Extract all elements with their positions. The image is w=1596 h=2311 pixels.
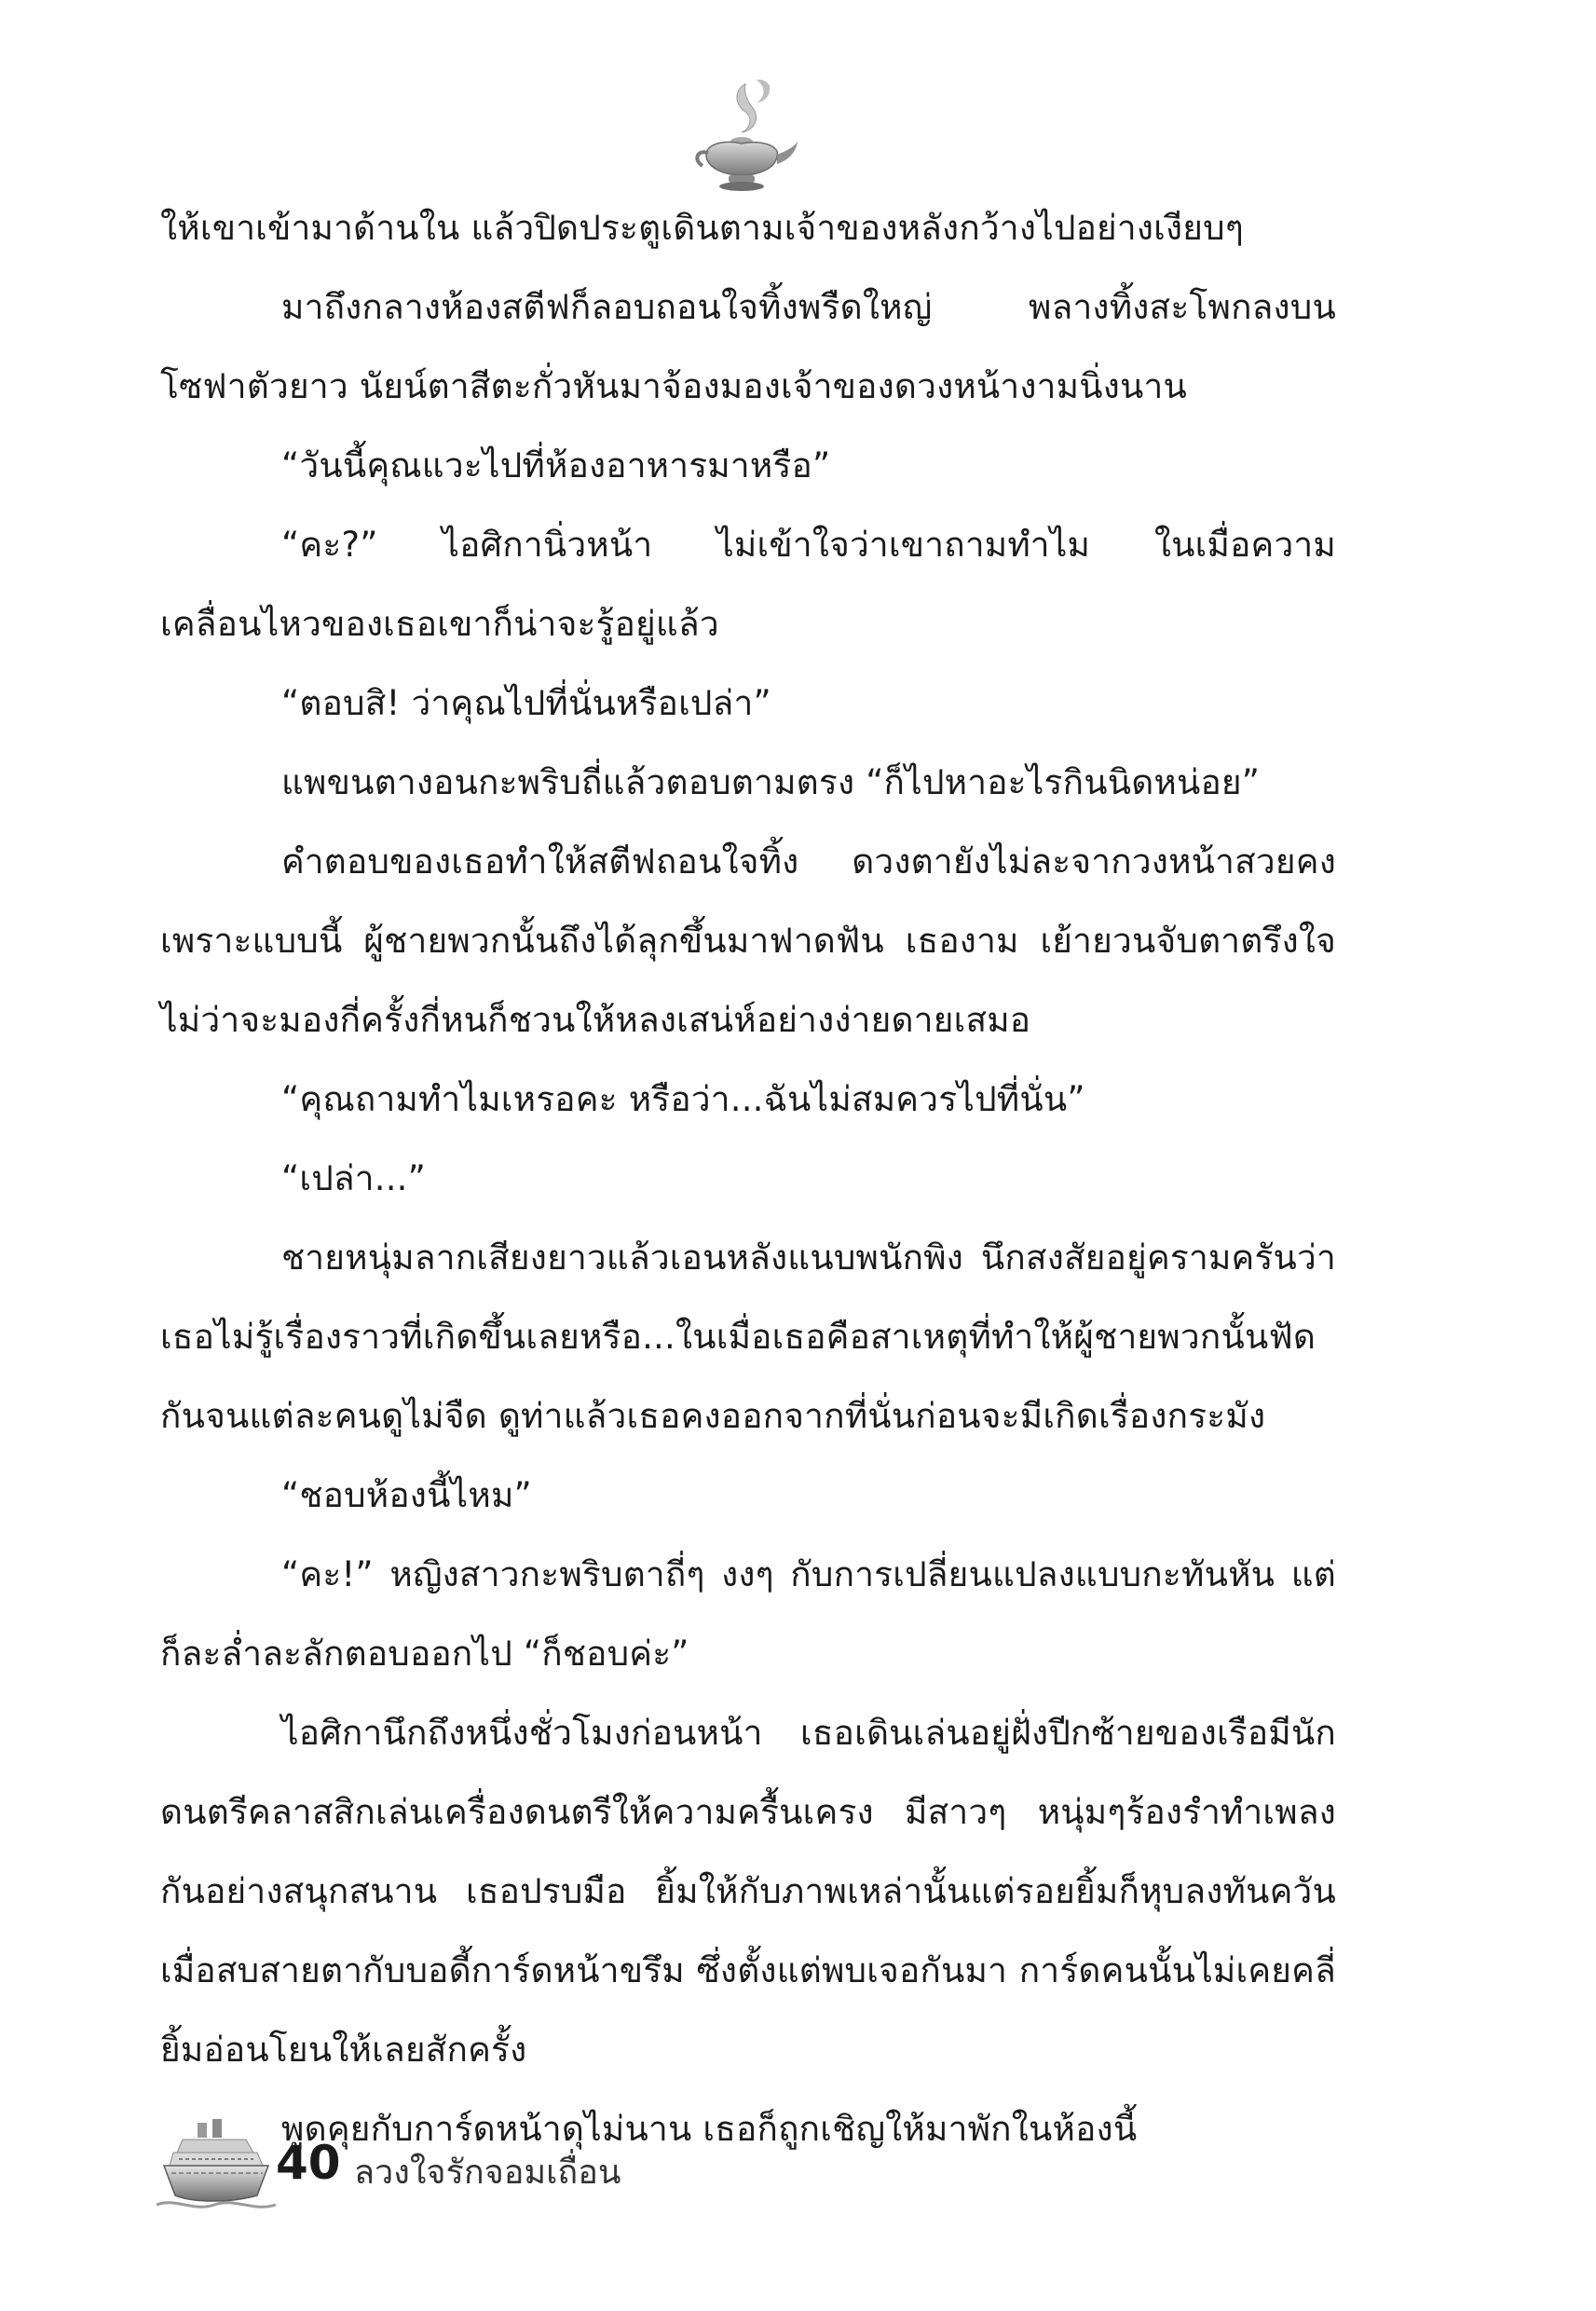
paragraph: ให้เขาเข้ามาด้านใน แล้วปิดประตูเดินตามเจ้าของหลังกว้างไปอย่างเงียบๆ: [160, 208, 1244, 248]
paragraph: “เปล่า...”: [281, 1158, 427, 1198]
genie-lamp-icon: [688, 75, 799, 196]
paragraph: ชายหนุ่มลากเสียงยาวแล้วเอนหลังแนบพนักพิง นึกสงสัยอยู่ครามครันว่าเธอไม่รู้เรื่องราวที่เกิดขึ้นเลยหรือ...ในเมื่อเธอคือสาเหตุที่ทำให้ผู้ชายพวกนั้นฟัดกันจนแต่ละคนดูไม่จืด ดูท่าแล้วเธอคงออกจากที่นั่นก่อนจะมีเกิดเรื่องกระมัง: [160, 1238, 1336, 1436]
page-footer: [157, 2108, 902, 2229]
paragraph: คำตอบของเธอทำให้สตีฟถอนใจทิ้ง ดวงตายังไม่ละจากวงหน้าสวยคงเพราะแบบนี้ ผู้ชายพวกนั้นถึงได้ลุกขึ้นมาฟาดฟัน เธองาม เย้ายวนจับตาตรึงใจ ไม่ว่าจะมองกี่ครั้งกี่หนก็ชวนให้หลงเสน่ห์อย่างง่ายดายเสมอ: [160, 841, 1336, 1040]
paragraph: ไอศิกานึกถึงหนึ่งชั่วโมงก่อนหน้า เธอเดินเล่นอยู่ฝั่งปีกซ้ายของเรือมีนักดนตรีคลาสสิกเล่นเครื่องดนตรีให้ความครื้นเครง มีสาวๆ หนุ่มๆร้องรำทำเพลงกันอย่างสนุกสนาน เธอปรบมือ ยิ้มให้กับภาพเหล่านั้นแต่รอยยิ้มก็หุบลงทันควันเมื่อสบสายตากับบอดี้การ์ดหน้าขรึม ซึ่งตั้งแต่พบเจอกันมา การ์ดคนนั้นไม่เคยคลี่ยิ้มอ่อนโยนให้เลยสักครั้ง: [160, 1713, 1336, 2070]
paragraph: “คุณถามทำไมเหรอคะ หรือว่า...ฉันไม่สมควรไปที่นั่น”: [281, 1079, 1085, 1119]
cruise-ship-icon: [157, 2115, 278, 2218]
paragraph: “ชอบห้องนี้ไหม”: [281, 1475, 532, 1515]
paragraph: “คะ?” ไอศิกานิ่วหน้า ไม่เข้าใจว่าเขาถามทำไม ในเมื่อความเคลื่อนไหวของเธอเขาก็น่าจะรู้อยู่แล้ว: [160, 525, 1336, 644]
body-text: [160, 188, 1336, 2168]
book-title: ลวงใจรักจอมเถื่อน: [354, 2154, 621, 2192]
paragraph: “คะ!” หญิงสาวกะพริบตาถี่ๆ งงๆ กับการเปลี่ยนแปลงแบบกะทันหัน แต่ก็ละล่ำละลักตอบออกไป “ก็ชอบค่ะ”: [160, 1554, 1336, 1674]
page-number: 40: [276, 2136, 341, 2190]
paragraph: มาถึงกลางห้องสตีฟก็ลอบถอนใจทิ้งพรืดใหญ่ พลางทิ้งสะโพกลงบนโซฟาตัวยาว นัยน์ตาสีตะกั่วหันมาจ้องมองเจ้าของดวงหน้างามนิ่งนาน: [160, 287, 1336, 406]
paragraph: พูดคุยกับการ์ดหน้าดุไม่นาน เธอก็ถูกเชิญให้มาพักในห้องนี้: [281, 2109, 1138, 2149]
paragraph: “ตอบสิ! ว่าคุณไปที่นั่นหรือเปล่า”: [281, 683, 771, 723]
paragraph: แพขนตางอนกะพริบถี่แล้วตอบตามตรง “ก็ไปหาอะไรกินนิดหน่อย”: [281, 762, 1261, 802]
paragraph: “วันนี้คุณแวะไปที่ห้องอาหารมาหรือ”: [281, 445, 831, 485]
